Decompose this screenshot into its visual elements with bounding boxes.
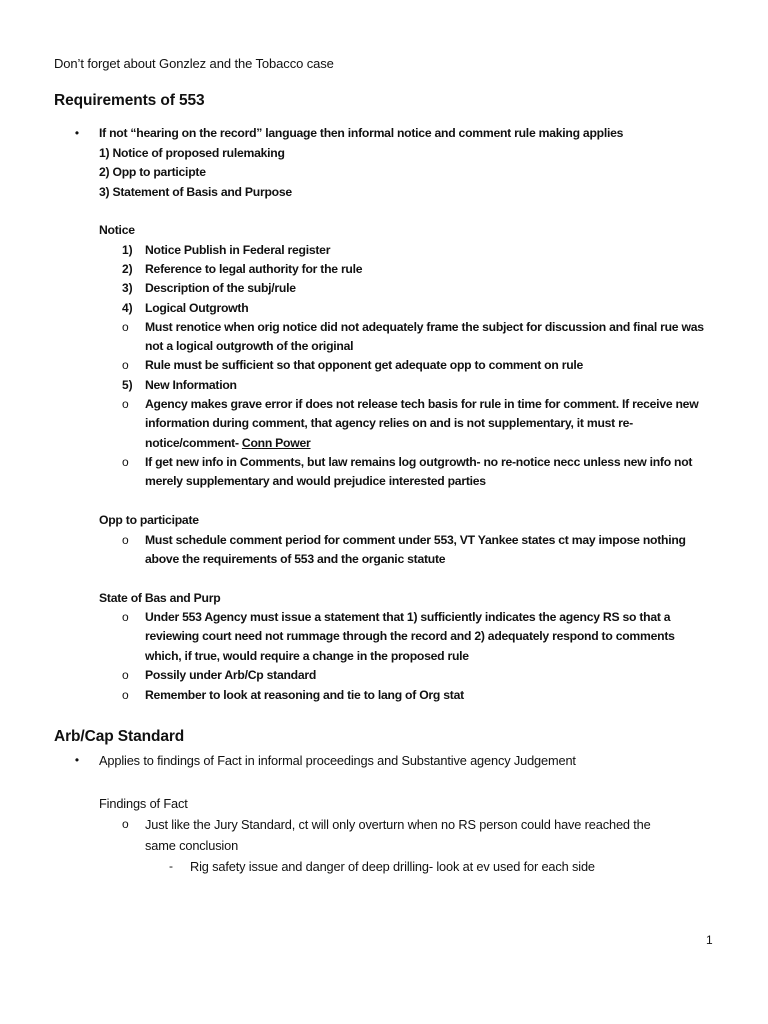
list-item: 3) Statement of Basis and Purpose — [99, 185, 292, 199]
note-text: Rule must be sufficient so that opponent get adequate opp to comment on rule — [145, 358, 584, 372]
note-text: If get new info in Comments, but law remains log outgrowth- no re-notice necc unless new info not — [145, 455, 693, 469]
circle-bullet: o — [122, 455, 129, 469]
circle-bullet: o — [122, 358, 129, 372]
notice-item: New Information — [145, 378, 237, 392]
note-text: above the requirements of 553 and the organic statute — [145, 552, 446, 566]
note-text: Agency makes grave error if does not release tech basis for rule in time for comment. If receive new — [145, 397, 699, 411]
list-number: 5) — [122, 378, 133, 392]
note-text: Rig safety issue and danger of deep drilling- look at ev used for each side — [190, 859, 595, 874]
note-text: Remember to look at reasoning and tie to lang of Org stat — [145, 688, 464, 702]
bullet-text-hearing: If not “hearing on the record” language then informal notice and comment rule making applies — [99, 126, 624, 140]
list-item: 2) Opp to participte — [99, 165, 206, 179]
circle-bullet: o — [122, 610, 129, 624]
subheading-opp: Opp to participate — [99, 513, 199, 527]
bullet-text-applies: Applies to findings of Fact in informal proceedings and Substantive agency Judgement — [99, 753, 576, 768]
bullet-marker: • — [74, 753, 80, 767]
section-heading-arb-cap: Arb/Cap Standard — [54, 728, 185, 745]
circle-bullet: o — [122, 817, 129, 831]
list-number: 1) — [122, 243, 133, 257]
circle-bullet: o — [122, 533, 129, 547]
subheading-findings: Findings of Fact — [99, 796, 188, 811]
circle-bullet: o — [122, 668, 129, 682]
note-text: which, if true, would require a change in the proposed rule — [145, 649, 469, 663]
list-number: 3) — [122, 281, 133, 295]
intro-note: Don’t forget about Gonzlez and the Tobacco case — [54, 56, 334, 71]
note-text: Must renotice when orig notice did not adequately frame the subject for discussion and final rue was — [145, 320, 704, 334]
list-number: 2) — [122, 262, 133, 276]
notice-item: Notice Publish in Federal register — [145, 243, 331, 257]
note-text: Must schedule comment period for comment under 553, VT Yankee states ct may impose nothing — [145, 533, 686, 547]
note-text: reviewing court need not rummage through the record and 2) adequately respond to comments — [145, 629, 675, 643]
note-text: Possily under Arb/Cp standard — [145, 668, 317, 682]
circle-bullet: o — [122, 688, 129, 702]
note-text: not a logical outgrowth of the original — [145, 339, 354, 353]
circle-bullet: o — [122, 397, 129, 411]
dash-bullet: - — [169, 859, 173, 873]
list-item: 1) Notice of proposed rulemaking — [99, 146, 285, 160]
note-text: Under 553 Agency must issue a statement that 1) sufficiently indicates the agency RS so that a — [145, 610, 671, 624]
case-citation: Conn Power — [241, 436, 311, 450]
note-text: merely supplementary and would prejudice interested parties — [145, 474, 486, 488]
page-number: 1 — [706, 933, 713, 947]
circle-bullet: o — [122, 320, 129, 334]
section-heading-requirements: Requirements of 553 — [54, 92, 205, 109]
notice-item: Reference to legal authority for the rule — [145, 262, 363, 276]
bullet-marker: • — [74, 126, 80, 140]
note-text-fragment: notice/comment- — [145, 436, 239, 450]
note-text: information during comment, that agency relies on and is not supplementary, it must re- — [145, 416, 633, 430]
subheading-bas: State of Bas and Purp — [99, 591, 221, 605]
note-text — [145, 434, 311, 454]
notice-item: Description of the subj/rule — [145, 281, 296, 295]
note-text: Just like the Jury Standard, ct will only overturn when no RS person could have reached the — [145, 817, 651, 832]
list-number: 4) — [122, 301, 133, 315]
subheading-notice: Notice — [99, 223, 135, 237]
note-text: same conclusion — [145, 838, 239, 853]
notice-item: Logical Outgrowth — [145, 301, 249, 315]
